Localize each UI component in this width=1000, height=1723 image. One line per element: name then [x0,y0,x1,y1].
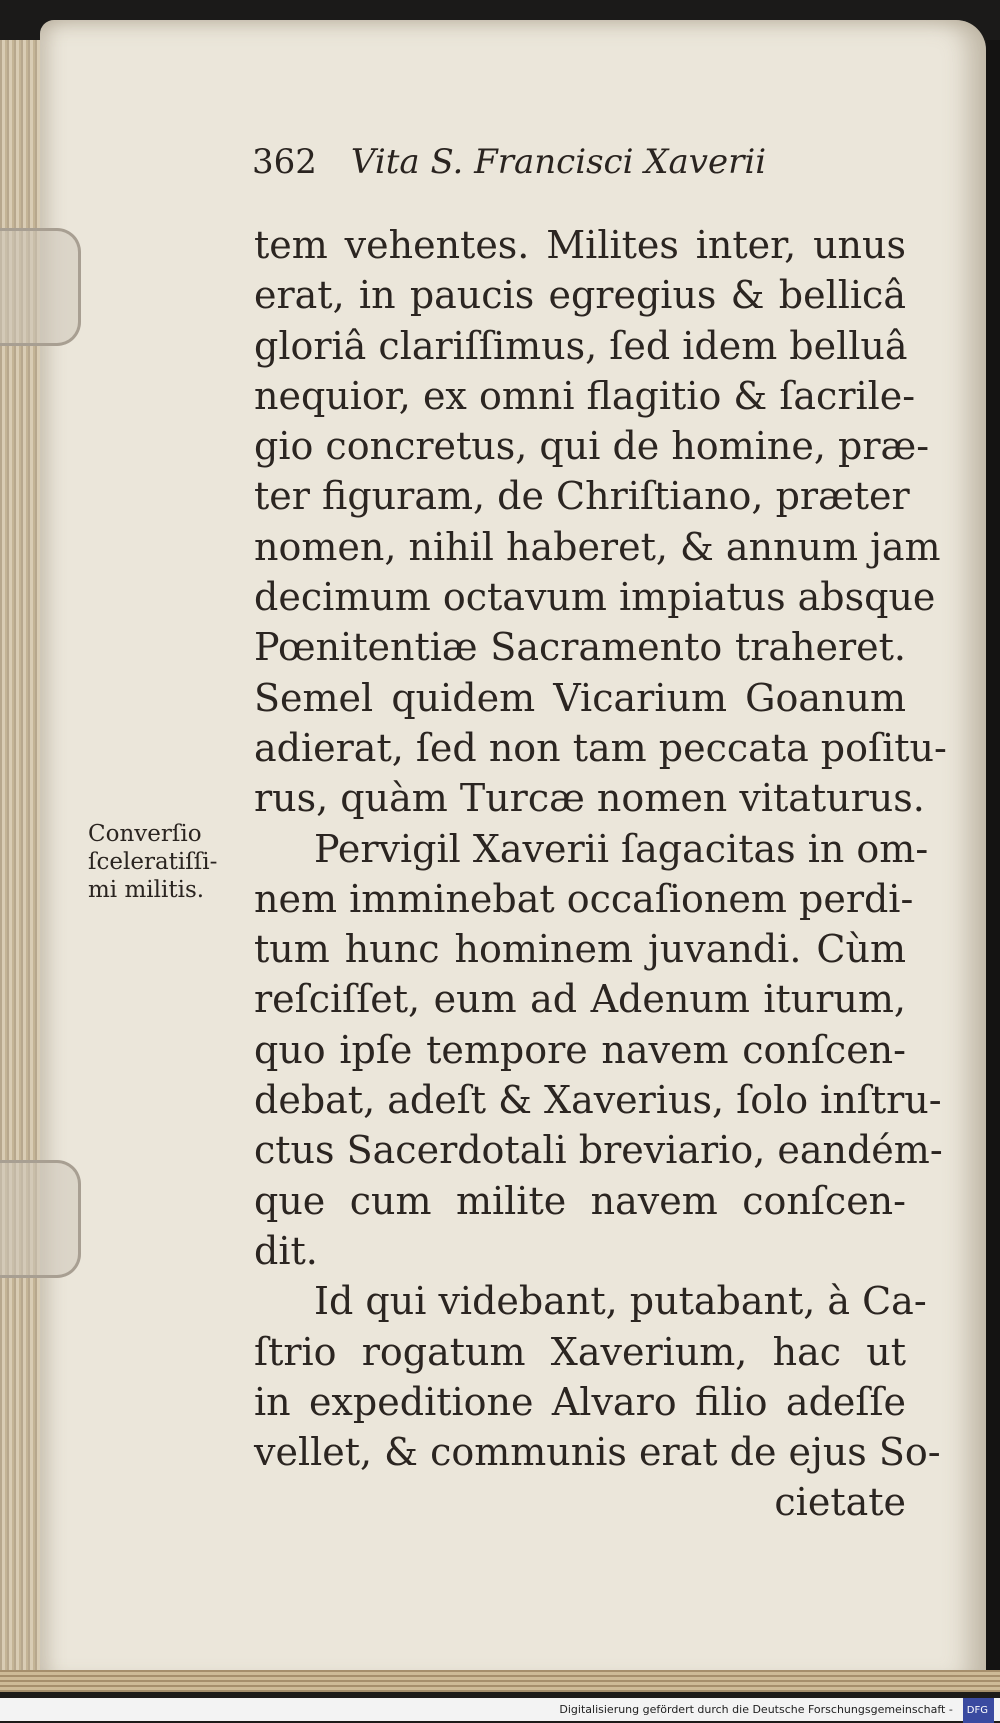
margin-note-line: ſceleratiſſi- [88,849,218,875]
text-line: tum hunc hominem juvandi. Cùm [254,927,906,972]
page-number: 362 [252,142,317,182]
catchword: cietate [774,1480,906,1525]
running-header [252,142,812,192]
text-line: nomen, nihil haberet, & annum jam [254,524,941,569]
text-line: nequior, ex omni flagitio & ſacrile- [254,373,916,418]
scan-background-right [986,40,1000,1690]
text-line: Semel quidem Vicarium Goanum [254,675,906,720]
text-line: gio concretus, qui de homine, præ- [254,424,930,469]
text-line: ſtrio rogatum Xaverium, hac ut [254,1329,906,1374]
dfg-logo: DFG [963,1698,994,1723]
text-line: dit. [254,1228,318,1273]
text-line: tem vehentes. Milites inter, unus [254,223,906,267]
text-line: adierat, ſed non tam peccata poſitu- [254,725,947,770]
text-line: gloriâ clariſſimus, ſed idem belluâ [254,323,908,368]
text-line: reſciſſet, eum ad Adenum iturum, [254,977,906,1022]
text-line: ter figuram, de Chriſtiano, præter [254,474,910,519]
digitization-footer [0,1698,1000,1721]
text-line: Id qui videbant, putabant, à Ca- [314,1279,927,1324]
text-line: debat, adeſt & Xaverius, ſolo inſtru- [254,1078,942,1123]
book-clip-top [0,228,81,346]
text-line: erat, in paucis egregius & bellicâ [254,273,906,318]
marginal-note [88,820,258,904]
body-text [254,220,947,1528]
margin-note-line: Converſio [88,821,202,847]
footer-text: Digitalisierung gefördert durch die Deutsche Forschungsgemeinschaft - [559,1703,953,1716]
text-line: rus, quàm Turcæ nomen vitaturus. [254,776,925,821]
text-line: ctus Sacerdotali breviario, eandém- [254,1128,943,1173]
text-line: decimum octavum impiatus absque [254,575,936,620]
running-title: Vita S. Francisci Xaverii [350,142,767,182]
text-line: nem imminebat occaſionem perdi- [254,876,914,921]
text-line: Pœnitentiæ Sacramento traheret. [254,625,906,670]
text-line: vellet, & communis erat de ejus So- [254,1430,941,1475]
text-line: Pervigil Xaverii ſagacitas in om- [314,826,929,871]
book-bottom-edge [0,1670,1000,1692]
text-line: quo ipſe tempore navem conſcen- [254,1027,906,1072]
book-clip-bottom [0,1160,81,1278]
text-line: que cum milite navem conſcen- [254,1178,906,1223]
text-line: in expeditione Alvaro filio adeſſe [254,1379,906,1424]
margin-note-line: mi militis. [88,877,205,903]
